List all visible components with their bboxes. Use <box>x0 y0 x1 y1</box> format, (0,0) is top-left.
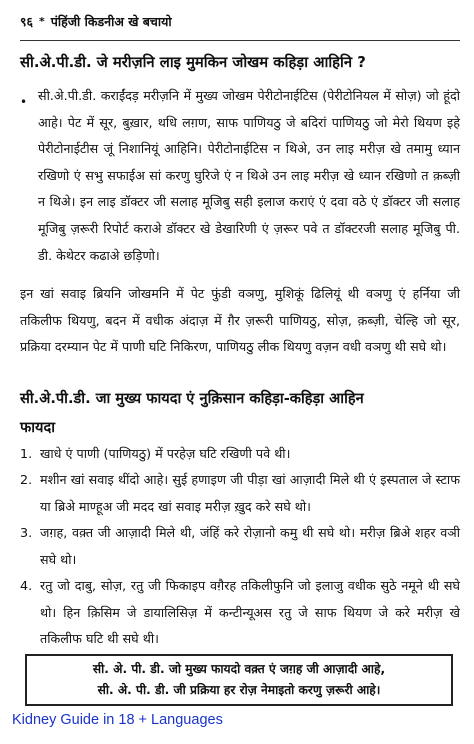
page-number: ९६ <box>20 13 34 29</box>
section1-paragraph-2: इन खां सवाइ ब्रियनि जोखमनि में पेट फुंडी वञणु, मुशिकूं ढिलियूं थी वञणु एं हर्निया जी तकिलीफ थियणु, बदन में वधीक अंदाज़ में ग़ैर ज़रूरी पाणियठु, सोज़, क़ब्ज़ी, चेल्हि जो सूर, प्रक्रिया दरम्यान पेट में पाणी घटि निकिरण, पाणियठु लीक थियणु वज़न वधी वञणु थी सघे थो। <box>20 286 460 355</box>
running-header <box>20 8 460 34</box>
header-separator: * <box>39 14 45 28</box>
section1-heading: सी.अे.पी.डी. जे मरीज़नि लाइ मुमकिन जोखम कहिड़ा आहिनि ? <box>20 54 366 71</box>
summary-note-box <box>25 654 453 706</box>
book-title: पंहिंजी किडनीअ खे बचायो <box>50 13 172 29</box>
footer-link[interactable]: Kidney Guide in 18 + Languages <box>12 712 223 728</box>
section1-paragraph-1: सी.अे.पी.डी. कराईंदड़ मरीज़नि में मुख्य जोखम पेरीटोनाईटिस (पेरीटोनियल में सोज़) जो हूंदो आहे। पेट में सूर, बुख़ार, थधि लग़ण, साफ पाणियठु जे बदिरां पाणियठु जो मेरो थियण इहे पेरीटोनाईटीस जूं निशानियूं आहिनि। पेरीटोनाईटिस न थिअे, उन लाइ मरीज़ खे तमामु ध्यान रखिणो एं सभु सफाईअ सां करणु घुरिजे एं न थिअे उन लाइ मरीज़ खे ध्यान रखिणो त क़ब्ज़ी न थिअे। इन लाइ डॉक्टर जी सलाह मूजिबु सही इलाज कराएं एं दवा वठे एं डॉक्टर जी सलाह मूजिबु ज़रूरी रिपोर्ट कराअे डॉक्टर खे डेखारिणी एं ज़रूर पवे त डॉक्टरजी सलाह मूजिबु पी. डी. केथेटर कढाअे छड़िणो। <box>38 88 460 263</box>
header-rule <box>20 40 460 41</box>
list-item-text: खाधे एं पाणी (पाणियठु) में परहेज़ घटि रखिणी पवे थी। <box>40 446 291 461</box>
bullet-marker: • <box>20 95 28 109</box>
list-item-number: 1. <box>20 446 33 461</box>
note-line-2: सी. अे. पी. डी. जी प्रक्रिया हर रोज़ नेमाइतो करणु ज़रूरी आहे। <box>97 683 381 697</box>
list-item-number: 2. <box>20 472 33 487</box>
benefits-subheading: फायदा <box>20 419 56 436</box>
list-item-number: 3. <box>20 525 33 540</box>
list-item-text: रतु जो दाबु, सोज़, रतु जी फिकाइप वग़ैरह तकिलीफुनि जो इलाजु वधीक सुठे नमूने थी सघे थो। हिन क़िसिम जे डायालिसिज़ में कन्टीन्यूअस रतु जे साफ थियण जे करे मरीज़ खे तकिलीफ घटि थी सघे थी। <box>40 578 460 647</box>
list-item-number: 4. <box>20 578 33 593</box>
note-line-1: सी. अे. पी. डी. जो मुख्य फायदो वक़्त एं जग़ह जी आज़ादी आहे, <box>92 662 386 676</box>
section2-heading: सी.अे.पी.डी. जा मुख्य फायदा एं नुक़िसान कहिड़ा-कहिड़ा आहिन <box>20 390 364 407</box>
list-item-text: मशीन खां सवाइ थींदो आहे। सुई हणाइण जी पीड़ा खां आज़ादी मिले थी एं इस्पताल जे स्टाफ या ब्रिअे माण्हूअ जी मदद खां सवाइ मरीज़ ख़ुद करे सघे थो। <box>40 472 460 514</box>
book-page <box>20 8 460 697</box>
list-item-text: जग़ह, वक़्त जी आज़ादी मिले थी, जंहिं करे रोज़ानो कमु थी सघे थो। मरीज़ ब्रिअे शहर वञी सघे थो। <box>40 525 460 567</box>
